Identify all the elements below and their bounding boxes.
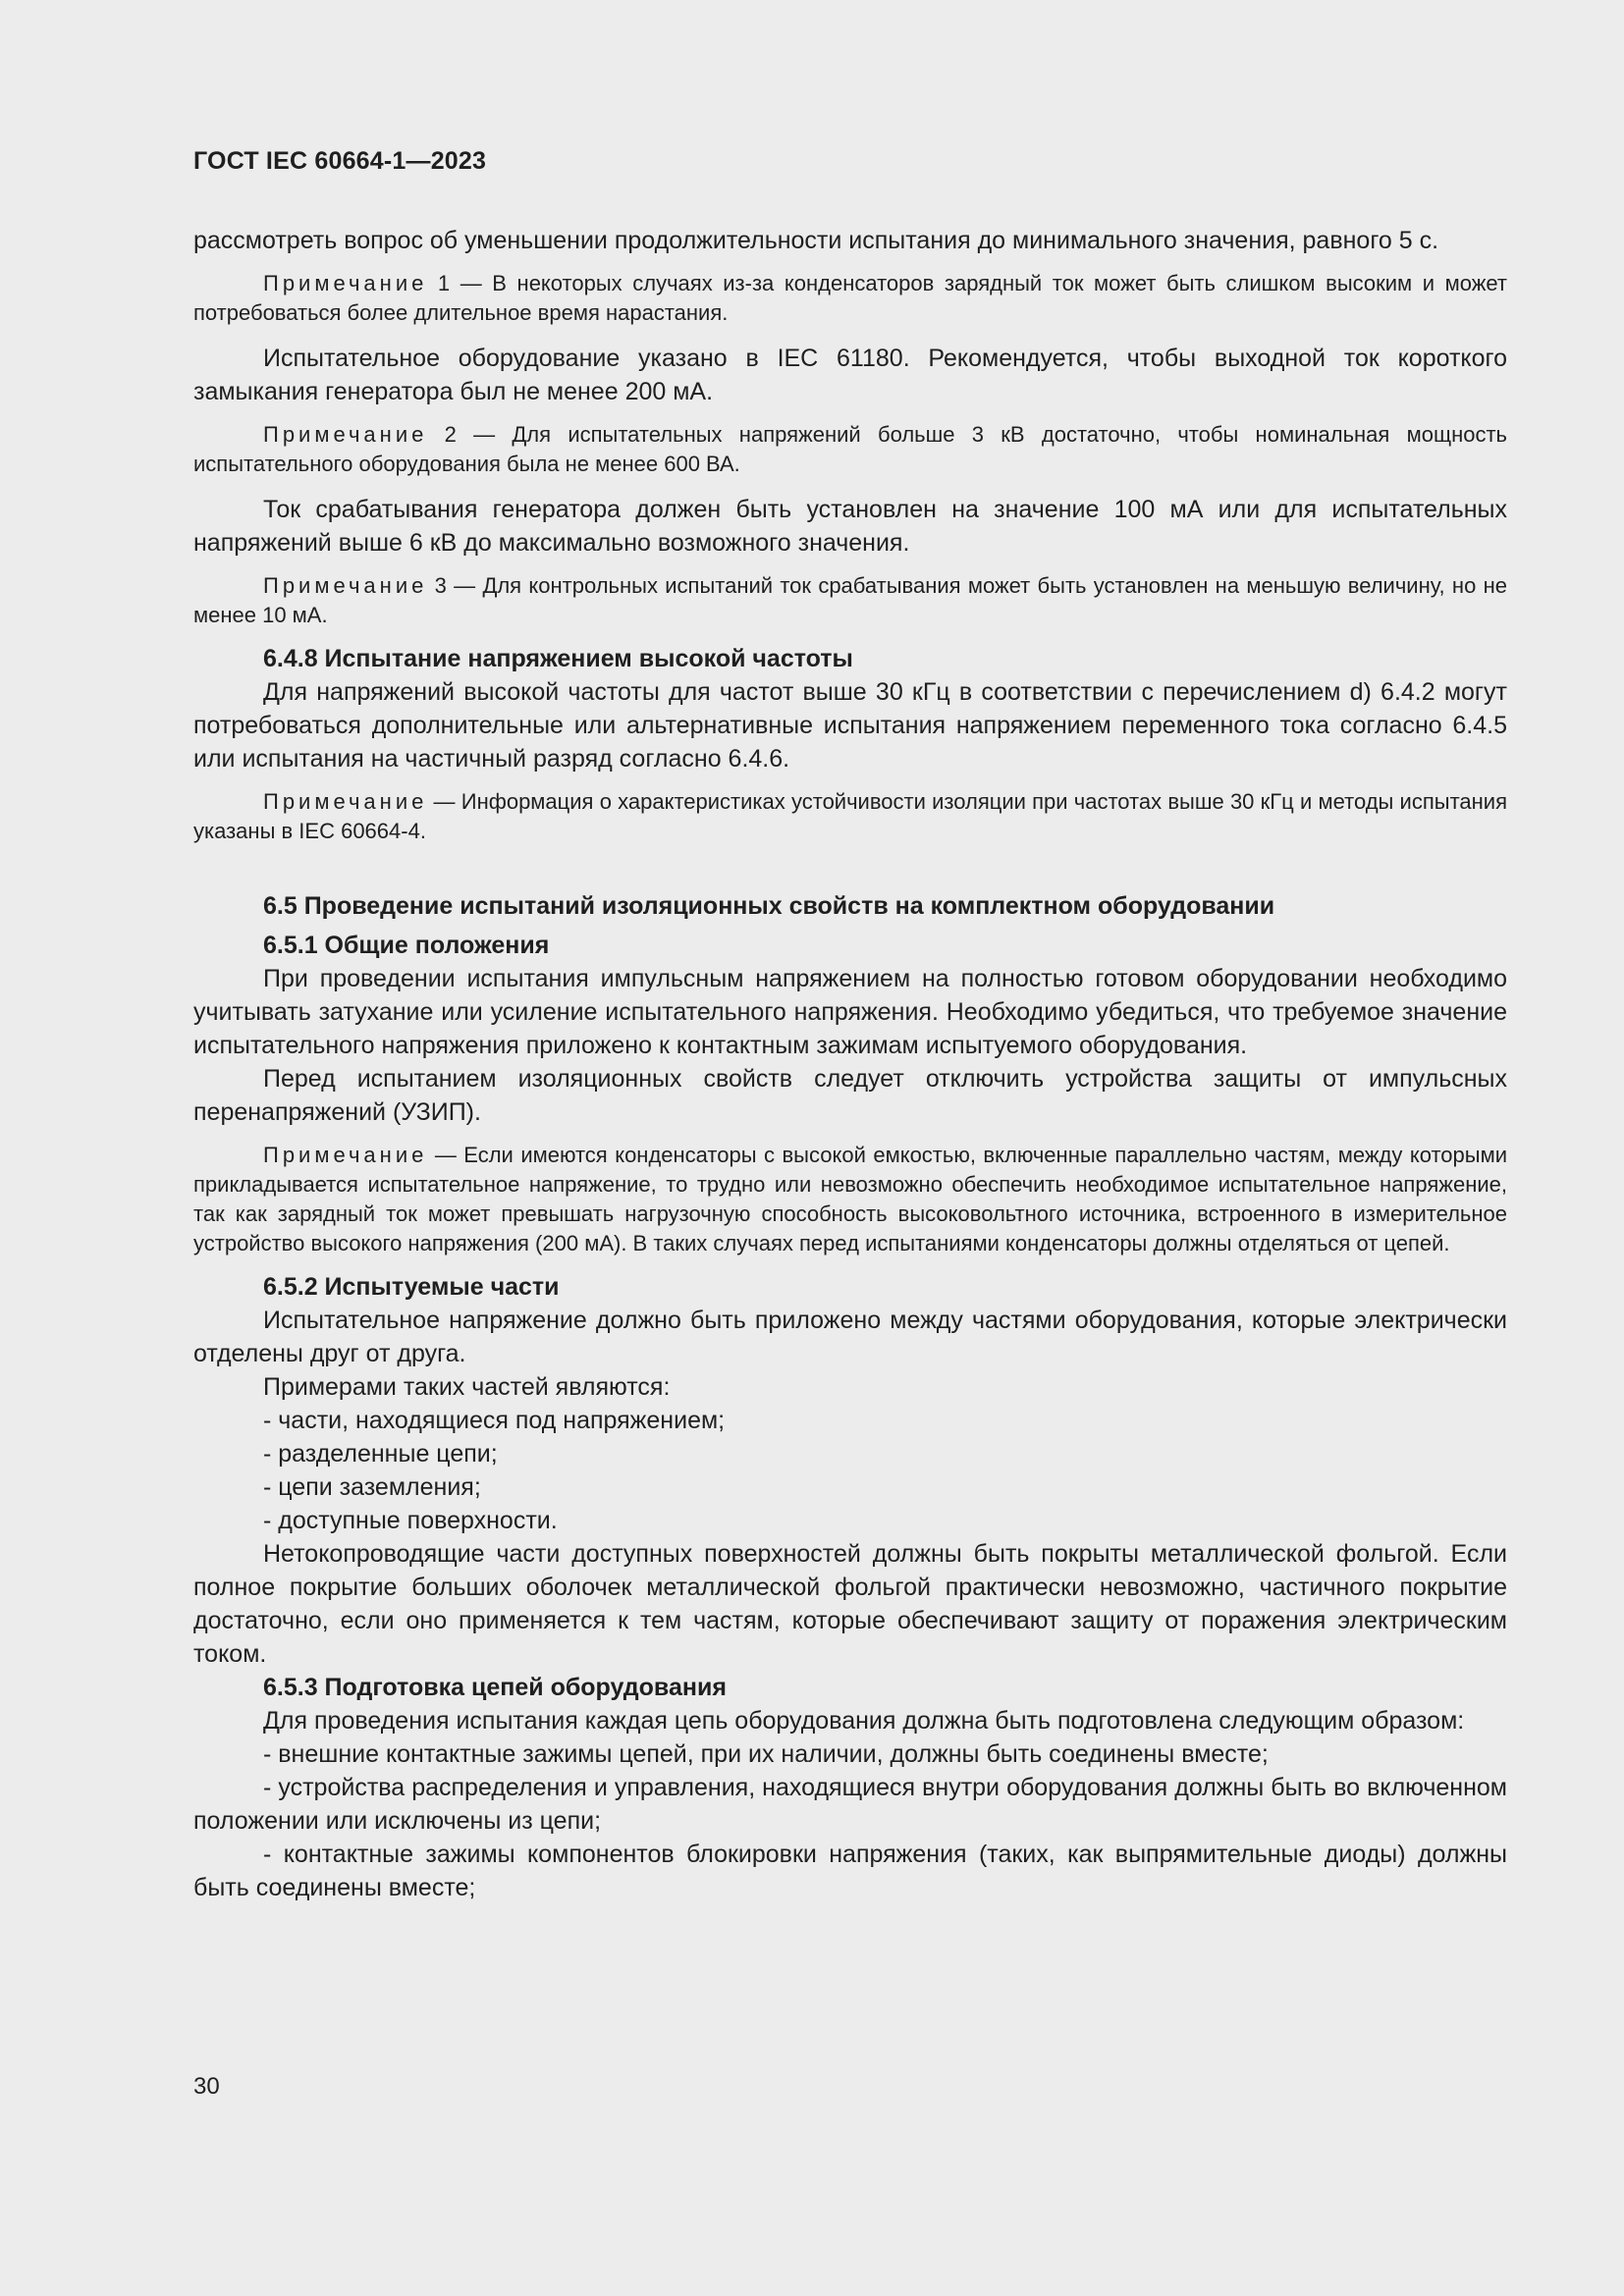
list-item: - контактные зажимы компонентов блокировки напряжения (таких, как выпрямительные диоды) должны быть соединены вместе; bbox=[193, 1841, 1507, 1901]
list-item: - цепи заземления; bbox=[263, 1473, 481, 1501]
page-number: 30 bbox=[193, 2073, 220, 2100]
list-item: - внешние контактные зажимы цепей, при их наличии, должны быть соединены вместе; bbox=[263, 1740, 1269, 1768]
note bbox=[193, 1141, 1507, 1258]
subsection-heading: 6.5.1 Общие положения bbox=[263, 932, 550, 959]
note bbox=[193, 269, 1507, 328]
note bbox=[193, 571, 1507, 630]
paragraph: При проведении испытания импульсным напряжением на полностью готовом оборудовании необходимо учитывать затухание или усиление испытательного напряжения. Необходимо убедиться, что требуемое значение испытательного напряжения приложено к контактным зажимам испытуемого оборудования. bbox=[193, 965, 1507, 1059]
paragraph: рассмотреть вопрос об уменьшении продолжительности испытания до минимального значения, равного 5 с. bbox=[193, 227, 1439, 254]
subsection-heading: 6.5.3 Подготовка цепей оборудования bbox=[263, 1674, 727, 1701]
paragraph: Для напряжений высокой частоты для частот выше 30 кГц в соответствии с перечислением d) 6.4.2 могут потребоваться дополнительные или альтернативные испытания напряжением переменного тока согласно 6.4.5 или испытания на частичный разряд согласно 6.4.6. bbox=[193, 678, 1507, 773]
list-item: - устройства распределения и управления, находящиеся внутри оборудования должны быть во включенном положении или исключены из цепи; bbox=[193, 1774, 1507, 1835]
note-text: 3 — Для контрольных испытаний ток срабатывания может быть установлен на меньшую величину, но не менее 10 мА. bbox=[193, 573, 1507, 627]
note-text: 1 — В некоторых случаях из-за конденсаторов зарядный ток может быть слишком высоким и может потребоваться более длительное время нарастания. bbox=[193, 271, 1507, 325]
document-header: ГОСТ IEC 60664-1—2023 bbox=[193, 147, 487, 175]
document-body bbox=[193, 224, 1507, 1904]
note-text: — Информация о характеристиках устойчивости изоляции при частотах выше 30 кГц и методы испытания указаны в IEC 60664-4. bbox=[193, 789, 1507, 843]
section-heading: 6.5 Проведение испытаний изоляционных свойств на комплектном оборудовании bbox=[263, 892, 1275, 920]
list-item: - разделенные цепи; bbox=[263, 1440, 498, 1468]
note bbox=[193, 787, 1507, 846]
section-heading: 6.4.8 Испытание напряжением высокой частоты bbox=[263, 645, 853, 672]
paragraph: Для проведения испытания каждая цепь оборудования должна быть подготовлена следующим образом: bbox=[263, 1707, 1465, 1735]
note-text: 2 — Для испытательных напряжений больше 3 кВ достаточно, чтобы номинальная мощность испытательного оборудования была не менее 600 ВА. bbox=[193, 422, 1507, 476]
note-lead: Примечание bbox=[263, 271, 428, 295]
paragraph: Испытательное оборудование указано в IEC 61180. Рекомендуется, чтобы выходной ток короткого замыкания генератора был не менее 200 мА. bbox=[193, 345, 1507, 405]
note bbox=[193, 420, 1507, 479]
note-lead: Примечание bbox=[263, 422, 428, 447]
note-lead: Примечание bbox=[263, 573, 428, 598]
paragraph: Перед испытанием изоляционных свойств следует отключить устройства защиты от импульсных перенапряжений (УЗИП). bbox=[193, 1065, 1507, 1126]
paragraph: Нетокопроводящие части доступных поверхностей должны быть покрыты металлической фольгой. Если полное покрытие больших оболочек металлической фольгой практически невозможно, частичного покрытие достаточно, если оно применяется к тем частям, которые обеспечивают защиту от поражения электрическим током. bbox=[193, 1540, 1507, 1668]
note-lead: Примечание bbox=[263, 1143, 428, 1167]
note-lead: Примечание bbox=[263, 789, 428, 814]
list-item: - части, находящиеся под напряжением; bbox=[263, 1407, 726, 1434]
paragraph: Примерами таких частей являются: bbox=[263, 1373, 671, 1401]
subsection-heading: 6.5.2 Испытуемые части bbox=[263, 1273, 560, 1301]
list-item: - доступные поверхности. bbox=[263, 1507, 558, 1534]
paragraph: Испытательное напряжение должно быть приложено между частями оборудования, которые электрически отделены друг от друга. bbox=[193, 1307, 1507, 1367]
note-text: — Если имеются конденсаторы с высокой емкостью, включенные параллельно частям, между которыми прикладывается испытательное напряжение, то трудно или невозможно обеспечить необходимое испытательное напряжение, так как зарядный ток может превышать нагрузочную способность высоковольтного источника, встроенного в измерительное устройство высокого напряжения (200 мА). В таких случаях перед испытаниями конденсаторы должны отделяться от цепей. bbox=[193, 1143, 1507, 1255]
paragraph: Ток срабатывания генератора должен быть установлен на значение 100 мА или для испытательных напряжений выше 6 кВ до максимально возможного значения. bbox=[193, 496, 1507, 557]
